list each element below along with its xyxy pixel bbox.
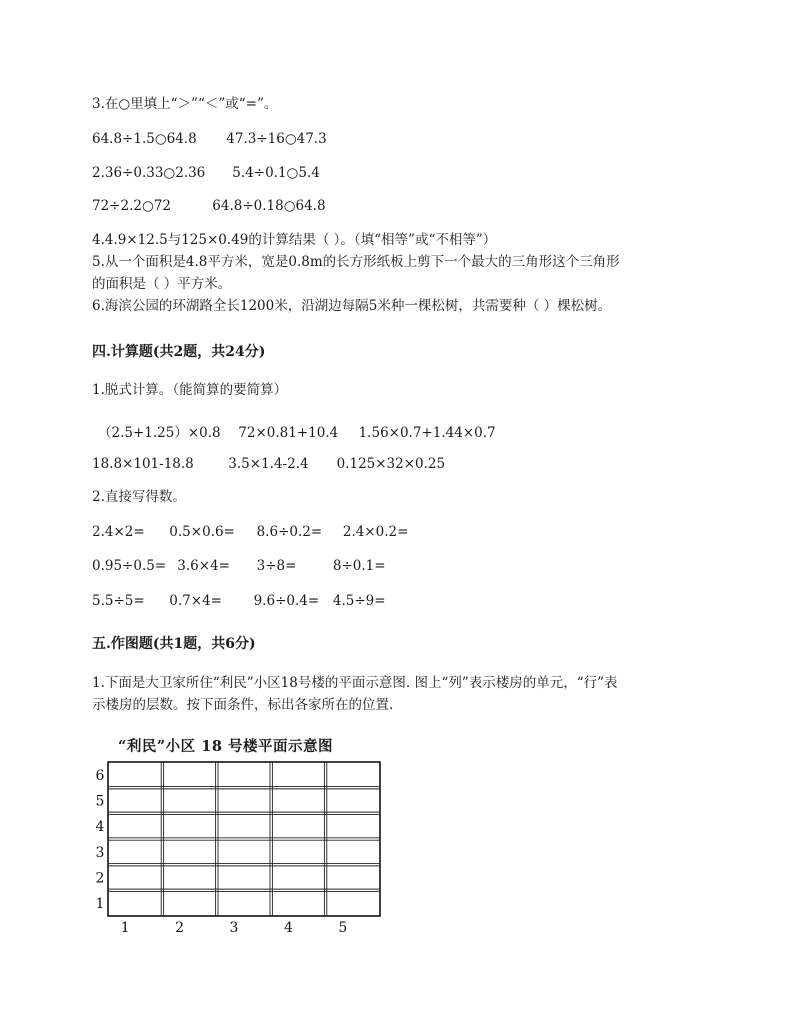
q3-expr: 72÷2.2○72 — [92, 198, 171, 214]
calc-expr: 72×0.81+10.4 — [238, 425, 339, 441]
floor-plan-grid — [88, 756, 388, 941]
q3-expr: 5.4÷0.1○5.4 — [232, 165, 320, 181]
calc-expr: 1.56×0.7+1.44×0.7 — [358, 425, 496, 441]
s4-q1-row-2 — [92, 456, 445, 472]
s4-q1-row-1 — [98, 421, 496, 441]
oral-expr: 5.5÷5= — [92, 593, 145, 609]
oral-expr: 8.6÷0.2= — [256, 524, 323, 540]
q3-row-1 — [92, 131, 327, 147]
calc-expr: 3.5×1.4-2.4 — [228, 456, 309, 472]
row-label: 2 — [95, 870, 105, 887]
oral-expr: 9.6÷0.4= — [253, 593, 320, 609]
q3-row-3 — [92, 198, 326, 214]
q3-row-2 — [92, 165, 320, 181]
oral-expr: 3.6×4= — [177, 558, 230, 574]
oral-expr: 0.7×4= — [169, 593, 222, 609]
s4-q2-row-1 — [92, 524, 408, 540]
q6-text: 6.海滨公园的环湖路全长1200米，沿湖边每隔5米种一棵松树，共需要种（ ）棵松树。 — [92, 298, 612, 314]
oral-expr: 4.5÷9= — [332, 593, 386, 609]
q3-expr: 64.8÷0.18○64.8 — [212, 198, 326, 214]
oral-expr: 8÷0.1= — [332, 558, 386, 574]
q3-title: 3.在○里填上“＞”“＜”或“=”。 — [92, 96, 278, 112]
section-5-title: 五.作图题(共1题，共6分) — [92, 636, 256, 652]
oral-expr: 0.5×0.6= — [169, 524, 235, 540]
column-label: 5 — [338, 920, 348, 936]
s5-q1-line-1: 1.下面是大卫家所住“利民”小区18号楼的平面示意图. 图上“列”表示楼房的单元，“行”表 — [92, 675, 618, 691]
s4-q1-title: 1.脱式计算。（能简算的要简算） — [92, 382, 288, 398]
calc-expr: 0.125×32×0.25 — [336, 456, 446, 472]
oral-expr: 0.95÷0.5= — [92, 558, 167, 574]
row-label: 6 — [95, 767, 105, 784]
oral-expr: 2.4×0.2= — [342, 524, 409, 540]
q3-expr: 2.36÷0.33○2.36 — [92, 165, 206, 181]
section-4-title: 四.计算题(共2题，共24分) — [92, 344, 266, 360]
grid-frame — [108, 762, 380, 916]
row-label: 4 — [95, 819, 105, 836]
column-label: 1 — [120, 920, 130, 936]
calc-expr: 18.8×101-18.8 — [92, 456, 194, 472]
q3-expr: 47.3÷16○47.3 — [226, 131, 327, 147]
column-label: 3 — [229, 920, 239, 936]
row-label: 5 — [95, 793, 105, 810]
row-label: 3 — [95, 844, 105, 861]
q3-expr: 64.8÷1.5○64.8 — [92, 131, 197, 147]
s4-q2-title: 2.直接写得数。 — [92, 489, 186, 505]
oral-expr: 3÷8= — [256, 558, 297, 574]
column-label: 4 — [283, 920, 293, 936]
s5-q1-line-2: 示楼房的层数。按下面条件，标出各家所在的位置. — [92, 697, 394, 713]
q4-text: 4.4.9×12.5与125×0.49的计算结果（ ）。（填“相等”或“不相等”） — [92, 232, 497, 248]
s4-q2-row-2 — [92, 558, 386, 574]
calc-expr: （2.5+1.25）×0.8 — [98, 425, 221, 441]
q5-line-2: 的面积是（ ）平方米。 — [92, 276, 232, 292]
row-label: 1 — [95, 896, 105, 913]
chart-title: “利民”小区 18 号楼平面示意图 — [118, 738, 333, 755]
oral-expr: 2.4×2= — [92, 524, 145, 540]
column-label: 2 — [175, 920, 185, 936]
q5-line-1: 5.从一个面积是4.8平方米，宽是0.8m的长方形纸板上剪下一个最大的三角形这个三角形 — [92, 254, 620, 270]
s4-q2-row-3 — [92, 593, 386, 609]
